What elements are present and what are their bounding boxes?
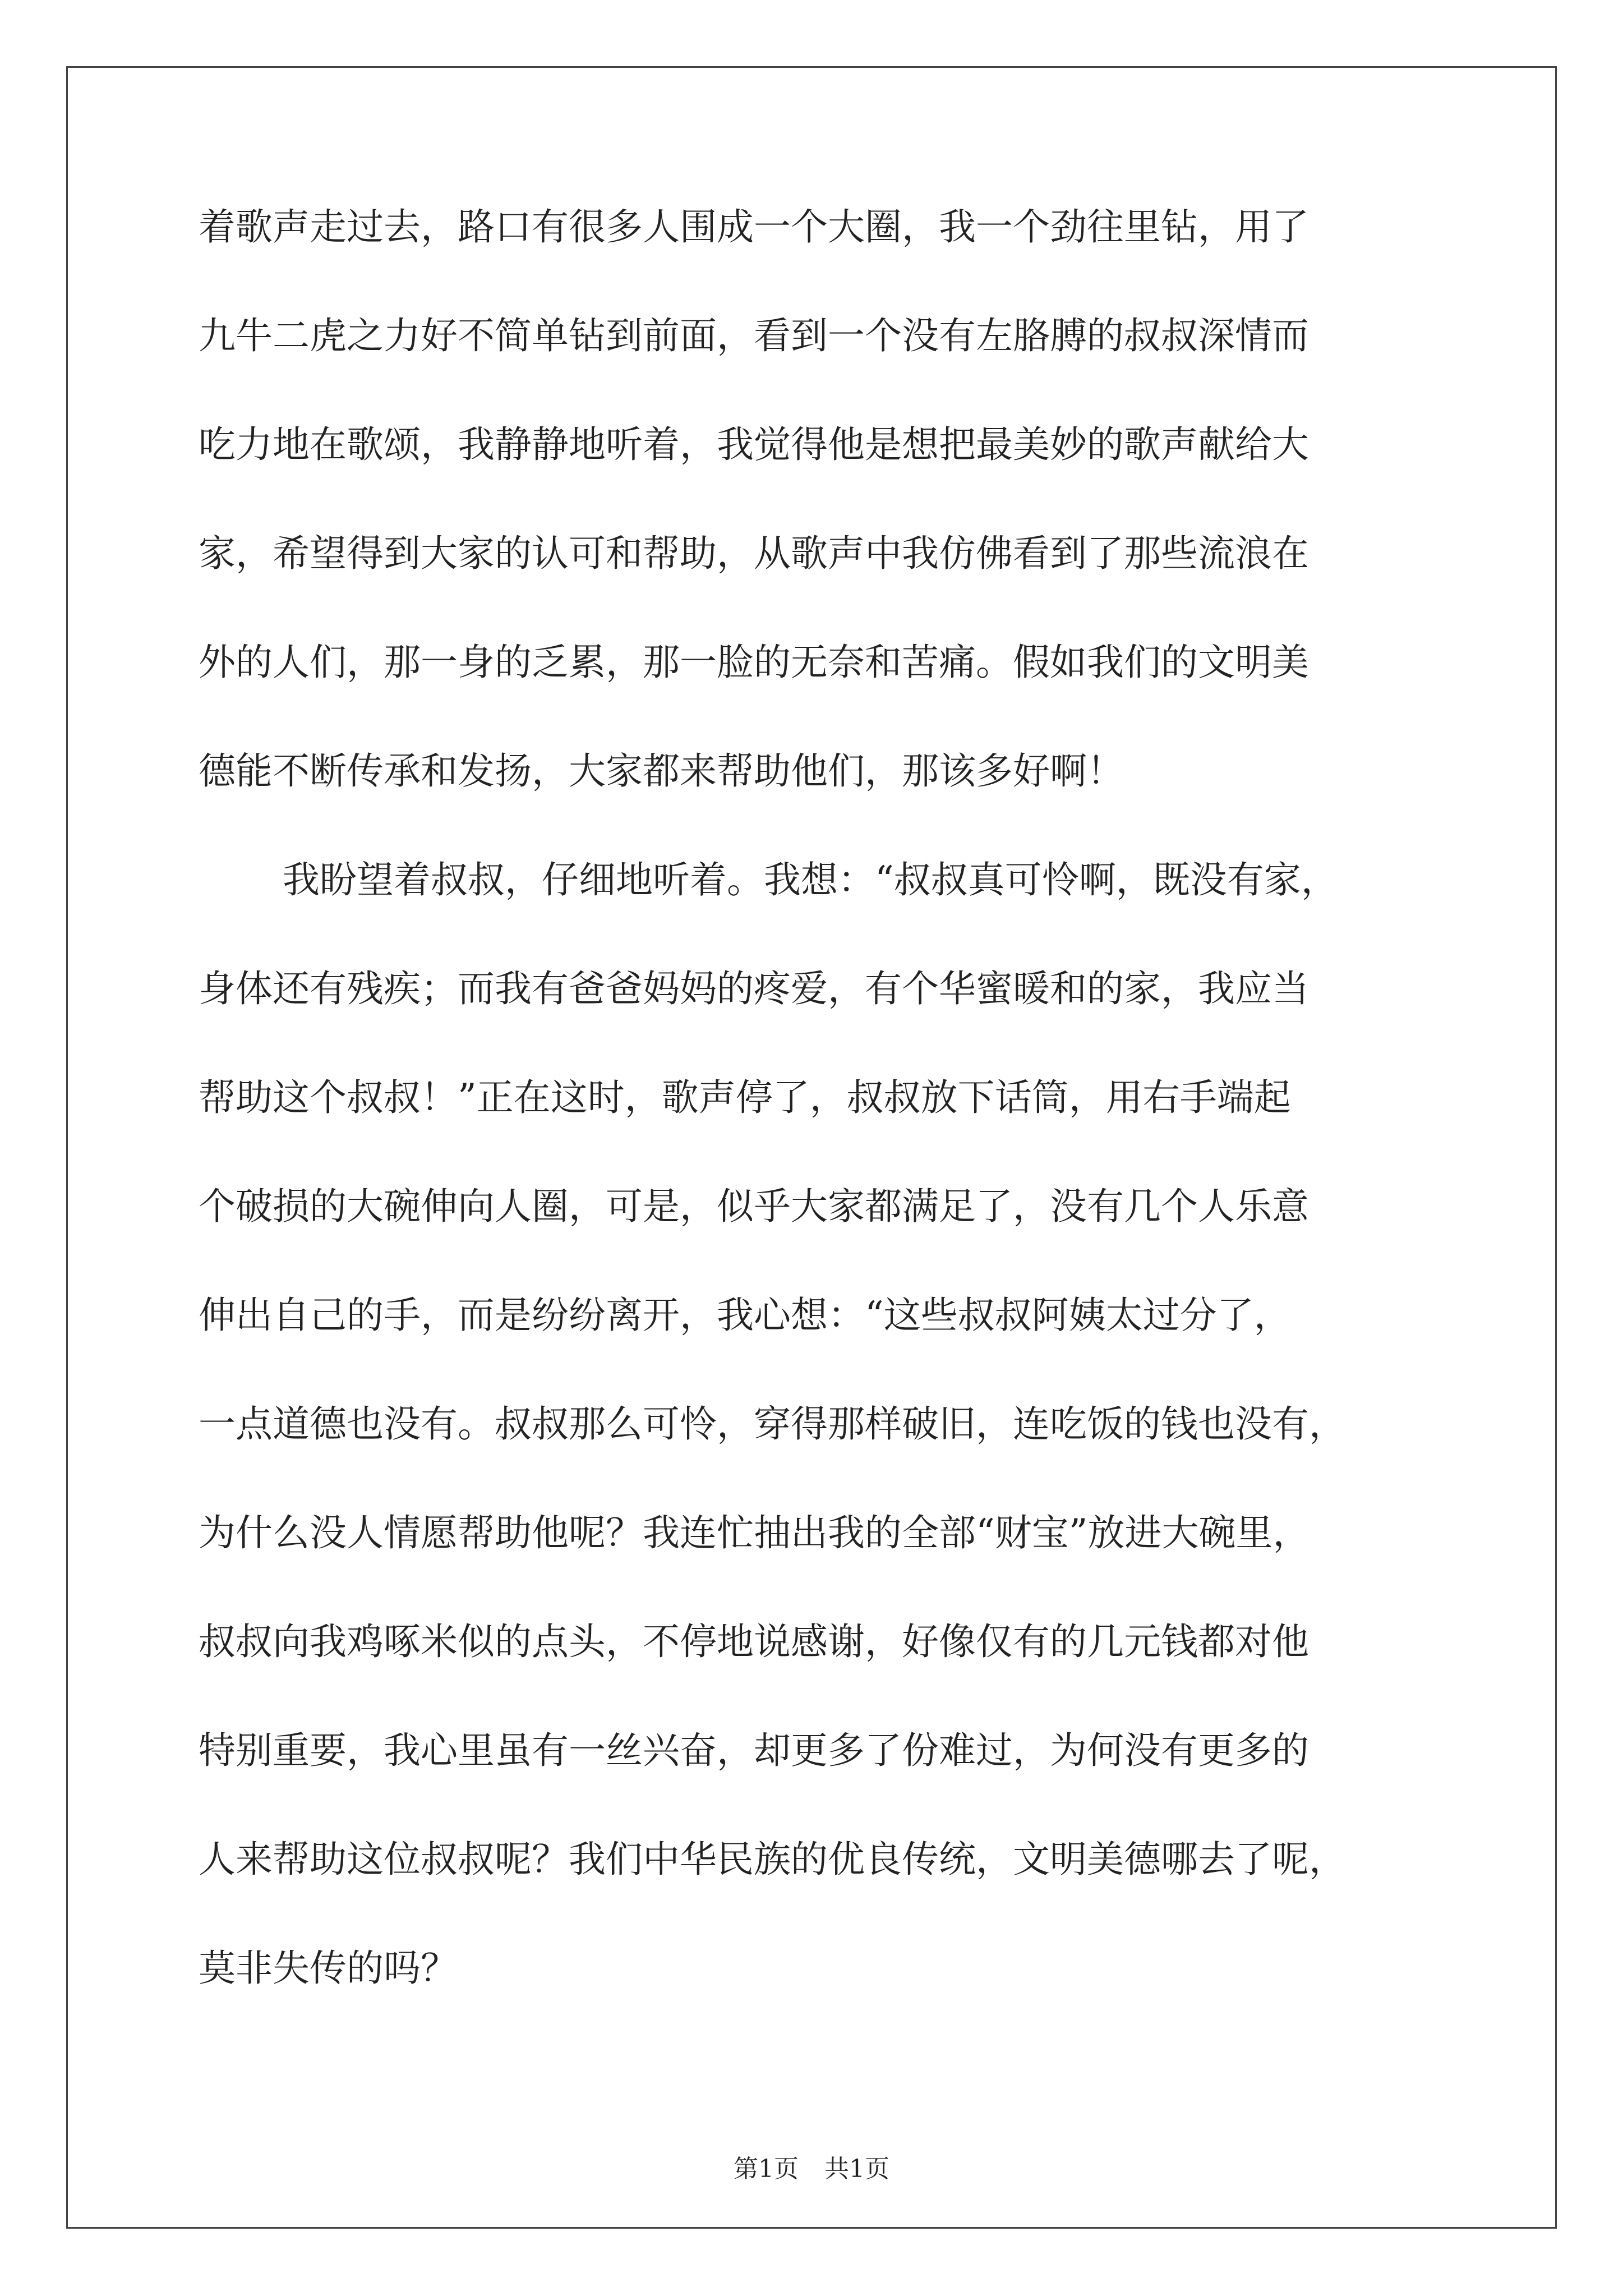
paragraph-2-line-5: 伸出自己的手，而是纷纷离开，我心想：“这些叔叔阿姨太过分了， bbox=[199, 1294, 1291, 1337]
paragraph-2-line-2: 身体还有残疾；而我有爸爸妈妈的疼爱，有个华蜜暖和的家，我应当 bbox=[199, 967, 1309, 1010]
paragraph-2-line-8: 叔叔向我鸡啄米似的点头，不停地说感谢，好像仅有的几元钱都对他 bbox=[199, 1620, 1309, 1663]
paragraph-2-line-1: 我盼望着叔叔，仔细地听着。我想：“叔叔真可怜啊，既没有家， bbox=[283, 858, 1338, 901]
paragraph-2-line-4: 个破损的大碗伸向人圈，可是，似乎大家都满足了，没有几个人乐意 bbox=[199, 1185, 1309, 1228]
paragraph-1-line-4: 家，希望得到大家的认可和帮助，从歌声中我仿佛看到了那些流浪在 bbox=[199, 532, 1309, 575]
document-body bbox=[199, 205, 1421, 2059]
paragraph-1-line-5: 外的人们，那一身的乏累，那一脸的无奈和苦痛。假如我们的文明美 bbox=[199, 641, 1309, 684]
page-total: 共1页 bbox=[824, 2155, 889, 2183]
paragraph-1-line-1: 着歌声走过去，路口有很多人围成一个大圈，我一个劲往里钻，用了 bbox=[199, 205, 1309, 249]
paragraph-2-line-3: 帮助这个叔叔！”正在这时，歌声停了，叔叔放下话筒，用右手端起 bbox=[199, 1076, 1291, 1119]
paragraph-2-line-10: 人来帮助这位叔叔呢？我们中华民族的优良传统，文明美德哪去了呢， bbox=[199, 1838, 1346, 1881]
paragraph-1-line-3: 吃力地在歌颂，我静静地听着，我觉得他是想把最美妙的歌声献给大 bbox=[199, 423, 1309, 466]
paragraph-2-line-6: 一点道德也没有。叔叔那么可怜，穿得那样破旧，连吃饭的钱也没有， bbox=[199, 1402, 1346, 1446]
page-footer bbox=[0, 2155, 1623, 2183]
paragraph-2-line-11: 莫非失传的吗？ bbox=[199, 1947, 458, 1990]
paragraph-2-line-7: 为什么没人情愿帮助他呢？我连忙抽出我的全部“财宝”放进大碗里， bbox=[199, 1511, 1310, 1554]
paragraph-1-line-6: 德能不断传承和发扬，大家都来帮助他们，那该多好啊！ bbox=[199, 749, 1124, 793]
paragraph-1-line-2: 九牛二虎之力好不简单钻到前面，看到一个没有左胳膊的叔叔深情而 bbox=[199, 314, 1309, 357]
page-number: 第1页 bbox=[734, 2155, 799, 2183]
paragraph-2-line-9: 特别重要，我心里虽有一丝兴奋，却更多了份难过，为何没有更多的 bbox=[199, 1729, 1309, 1772]
